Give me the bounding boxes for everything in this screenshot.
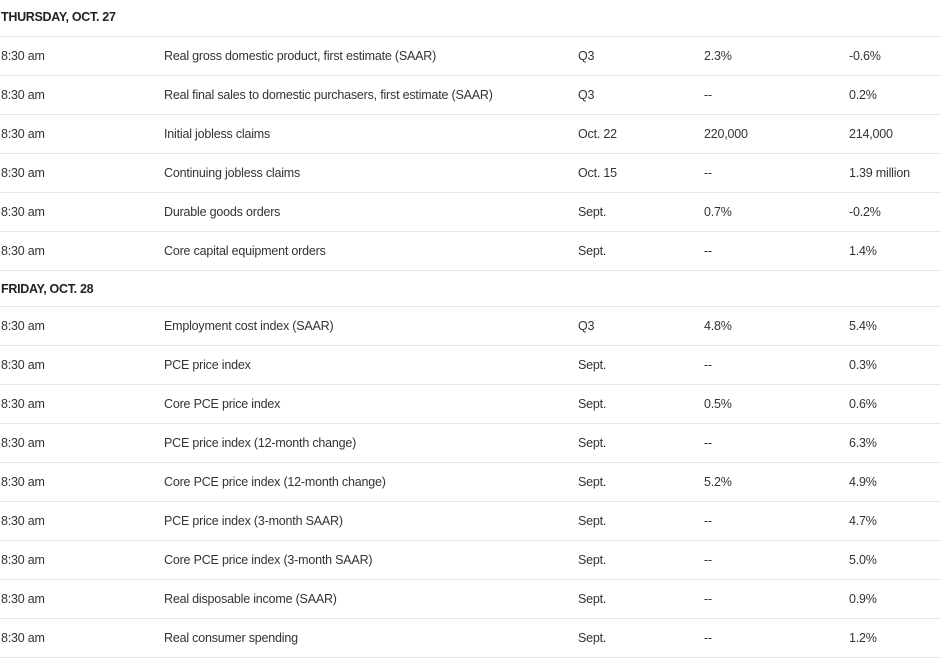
previous-value: 1.2%: [849, 631, 877, 645]
previous-value: 0.2%: [849, 88, 877, 102]
report-period: Oct. 22: [578, 127, 617, 141]
previous-value: -0.6%: [849, 49, 881, 63]
event-name: Initial jobless claims: [164, 127, 271, 141]
previous-value: -0.2%: [849, 205, 881, 219]
release-time: 8:30 am: [1, 49, 45, 63]
release-time: 8:30 am: [1, 244, 45, 258]
table-row: [0, 307, 941, 346]
release-time: 8:30 am: [1, 166, 45, 180]
forecast-value: 2.3%: [704, 49, 732, 63]
release-time: 8:30 am: [1, 205, 45, 219]
previous-value: 0.6%: [849, 397, 877, 411]
report-period: Sept.: [578, 397, 607, 411]
forecast-value: --: [704, 631, 712, 645]
event-name: Core PCE price index: [164, 397, 281, 411]
event-name: Real consumer spending: [164, 631, 298, 645]
forecast-value: 220,000: [704, 127, 748, 141]
event-name: Real gross domestic product, first estimate (SAAR): [164, 49, 437, 63]
forecast-value: --: [704, 244, 712, 258]
release-time: 8:30 am: [1, 358, 45, 372]
event-name: Durable goods orders: [164, 205, 281, 219]
previous-value: 5.0%: [849, 553, 877, 567]
table-row: [0, 37, 941, 76]
day-heading: FRIDAY, OCT. 28: [0, 271, 941, 307]
forecast-value: --: [704, 436, 712, 450]
table-row: [0, 463, 941, 502]
forecast-value: 4.8%: [704, 319, 732, 333]
previous-value: 6.3%: [849, 436, 877, 450]
table-row: [0, 619, 941, 658]
table-row: [0, 346, 941, 385]
release-time: 8:30 am: [1, 88, 45, 102]
previous-value: 5.4%: [849, 319, 877, 333]
event-name: Core capital equipment orders: [164, 244, 326, 258]
report-period: Sept.: [578, 553, 607, 567]
release-time: 8:30 am: [1, 436, 45, 450]
forecast-value: --: [704, 166, 712, 180]
previous-value: 0.3%: [849, 358, 877, 372]
forecast-value: 5.2%: [704, 475, 732, 489]
table-row: [0, 424, 941, 463]
forecast-value: --: [704, 514, 712, 528]
report-period: Q3: [578, 319, 595, 333]
previous-value: 4.9%: [849, 475, 877, 489]
report-period: Q3: [578, 88, 595, 102]
report-period: Oct. 15: [578, 166, 617, 180]
report-period: Sept.: [578, 514, 607, 528]
report-period: Sept.: [578, 436, 607, 450]
release-time: 8:30 am: [1, 631, 45, 645]
forecast-value: --: [704, 553, 712, 567]
forecast-value: 0.7%: [704, 205, 732, 219]
forecast-value: --: [704, 358, 712, 372]
release-time: 8:30 am: [1, 127, 45, 141]
report-period: Q3: [578, 49, 595, 63]
release-time: 8:30 am: [1, 475, 45, 489]
table-row: [0, 580, 941, 619]
previous-value: 0.9%: [849, 592, 877, 606]
table-row: [0, 502, 941, 541]
table-row: [0, 115, 941, 154]
event-name: Real disposable income (SAAR): [164, 592, 337, 606]
release-time: 8:30 am: [1, 397, 45, 411]
release-time: 8:30 am: [1, 553, 45, 567]
event-name: PCE price index (3-month SAAR): [164, 514, 343, 528]
event-name: Employment cost index (SAAR): [164, 319, 334, 333]
report-period: Sept.: [578, 205, 607, 219]
table-row: [0, 232, 941, 271]
table-row: [0, 193, 941, 232]
event-name: PCE price index: [164, 358, 251, 372]
table-row: [0, 76, 941, 115]
release-time: 8:30 am: [1, 319, 45, 333]
event-name: PCE price index (12-month change): [164, 436, 357, 450]
day-heading: THURSDAY, OCT. 27: [0, 0, 941, 37]
previous-value: 4.7%: [849, 514, 877, 528]
forecast-value: --: [704, 88, 712, 102]
report-period: Sept.: [578, 631, 607, 645]
event-name: Continuing jobless claims: [164, 166, 301, 180]
table-row: [0, 154, 941, 193]
event-name: Core PCE price index (12-month change): [164, 475, 386, 489]
forecast-value: --: [704, 592, 712, 606]
previous-value: 214,000: [849, 127, 893, 141]
event-name: Real final sales to domestic purchasers, first estimate (SAAR): [164, 88, 493, 102]
report-period: Sept.: [578, 244, 607, 258]
report-period: Sept.: [578, 358, 607, 372]
table-row: [0, 541, 941, 580]
previous-value: 1.39 million: [849, 166, 910, 180]
report-period: Sept.: [578, 592, 607, 606]
event-name: Core PCE price index (3-month SAAR): [164, 553, 373, 567]
release-time: 8:30 am: [1, 514, 45, 528]
table-row: [0, 385, 941, 424]
forecast-value: 0.5%: [704, 397, 732, 411]
previous-value: 1.4%: [849, 244, 877, 258]
release-time: 8:30 am: [1, 592, 45, 606]
report-period: Sept.: [578, 475, 607, 489]
